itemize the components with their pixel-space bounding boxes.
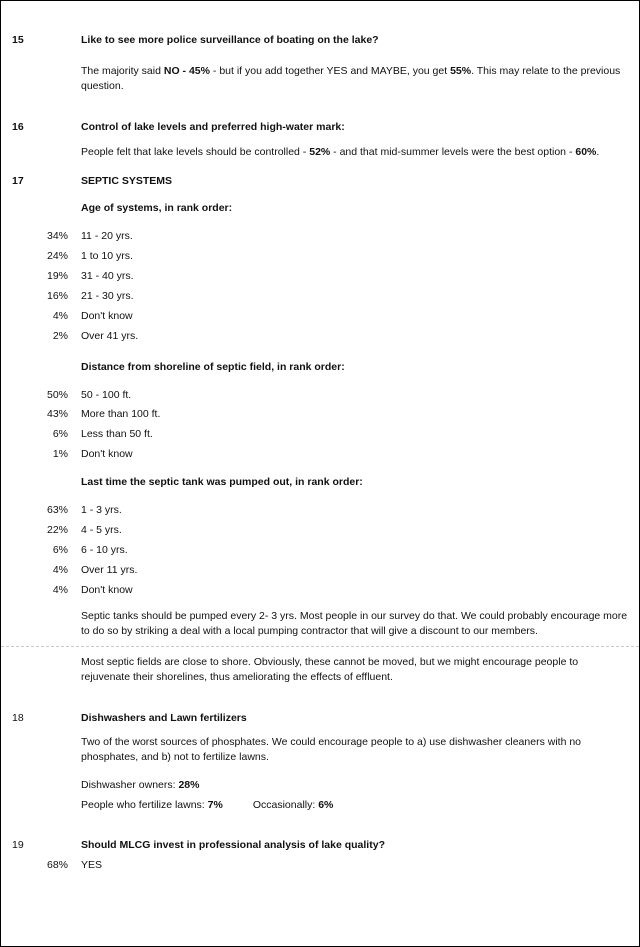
bold-value: 60% [575,146,597,158]
pumped-pct: 63% [46,504,68,516]
text-run: - but if you add together YES and MAYBE, you get [209,65,451,77]
age-subheading: Age of systems, in rank order: [81,202,233,214]
septic-note-pumping: Septic tanks should be pumped every 2- 3 yrs. Most people in our survey do that. We could probably encourage more to do so by striking a deal with a local pumping contractor that will give a discount to our members. [81,610,628,637]
section-heading-17: SEPTIC SYSTEMS [81,175,173,187]
distance-pct: 1% [52,448,68,460]
age-pct: 16% [46,290,68,302]
section-16-paragraph [81,145,629,160]
text-run: - and that mid-summer levels were the best option - [330,146,576,158]
dishwasher-owners-line [81,778,199,793]
age-pct: 19% [46,270,68,282]
text-run: Occasionally: [252,799,319,811]
distance-pct: 50% [46,389,68,401]
pumped-pct: 4% [52,584,68,596]
bold-value: NO - 45% [163,65,210,77]
distance-pct: 6% [52,428,68,440]
distance-label: Less than 50 ft. [81,428,153,440]
age-pct: 34% [46,230,68,242]
age-label: Over 41 yrs. [81,330,139,342]
age-pct: 4% [52,310,68,322]
age-pct: 24% [46,250,68,262]
pumped-label: 6 - 10 yrs. [81,544,128,556]
distance-pct: 43% [46,408,68,420]
pumped-label: 1 - 3 yrs. [81,504,122,516]
age-pct: 2% [52,330,68,342]
pumped-pct: 6% [52,544,68,556]
text-run: People who fertilize lawns: [81,799,208,811]
distance-label: Don't know [81,448,133,460]
bold-value: 52% [309,146,331,158]
section-18-paragraph: Two of the worst sources of phosphates. We could encourage people to a) use dishwasher cleaners with no phosphates, and b) not to fertilize lawns. [81,736,582,763]
pumped-pct: 22% [46,524,68,536]
section-number-17: 17 [12,175,24,187]
pumped-label: Over 11 yrs. [81,564,138,576]
text-run: . [596,146,600,158]
section-number-16: 16 [12,121,24,133]
page-divider [1,646,639,647]
pumped-pct: 4% [52,564,68,576]
age-label: 31 - 40 yrs. [81,270,134,282]
bold-value: 6% [318,799,334,811]
section-heading-16: Control of lake levels and preferred high-water mark: [81,121,345,133]
text-run: The majority said [81,65,164,77]
bold-value: 7% [207,799,223,811]
fertilize-lawns-line [81,798,333,813]
section-heading-15: Like to see more police surveillance of boating on the lake? [81,34,379,46]
distance-subheading: Distance from shoreline of septic field, in rank order: [81,361,345,373]
yes-pct: 68% [46,859,68,871]
section-number-15: 15 [12,34,24,46]
section-number-19: 19 [12,839,24,851]
bold-value: 28% [178,779,200,791]
distance-label: More than 100 ft. [81,408,161,420]
section-heading-18: Dishwashers and Lawn fertilizers [81,712,247,724]
septic-note-shoreline: Most septic fields are close to shore. Obviously, these cannot be moved, but we might encourage people to rejuvenate their shorelines, thus ameliorating the effects of effluent. [81,656,579,683]
yes-label: YES [81,859,103,871]
section-15-paragraph [81,64,629,94]
age-label: 11 - 20 yrs. [81,230,133,242]
distance-label: 50 - 100 ft. [81,389,132,401]
pumped-subheading: Last time the septic tank was pumped out, in rank order: [81,476,363,488]
age-label: Don't know [81,310,133,322]
section-heading-19: Should MLCG invest in professional analysis of lake quality? [81,839,385,851]
age-label: 1 to 10 yrs. [81,250,133,262]
text-run: People felt that lake levels should be controlled - [81,146,310,158]
pumped-label: 4 - 5 yrs. [81,524,122,536]
pumped-label: Don't know [81,584,133,596]
section-number-18: 18 [12,712,24,724]
age-label: 21 - 30 yrs. [81,290,134,302]
text-run: . This may relate to the previous question. [81,65,621,92]
text-run: Dishwasher owners: [81,779,179,791]
bold-value: 55% [450,65,472,77]
